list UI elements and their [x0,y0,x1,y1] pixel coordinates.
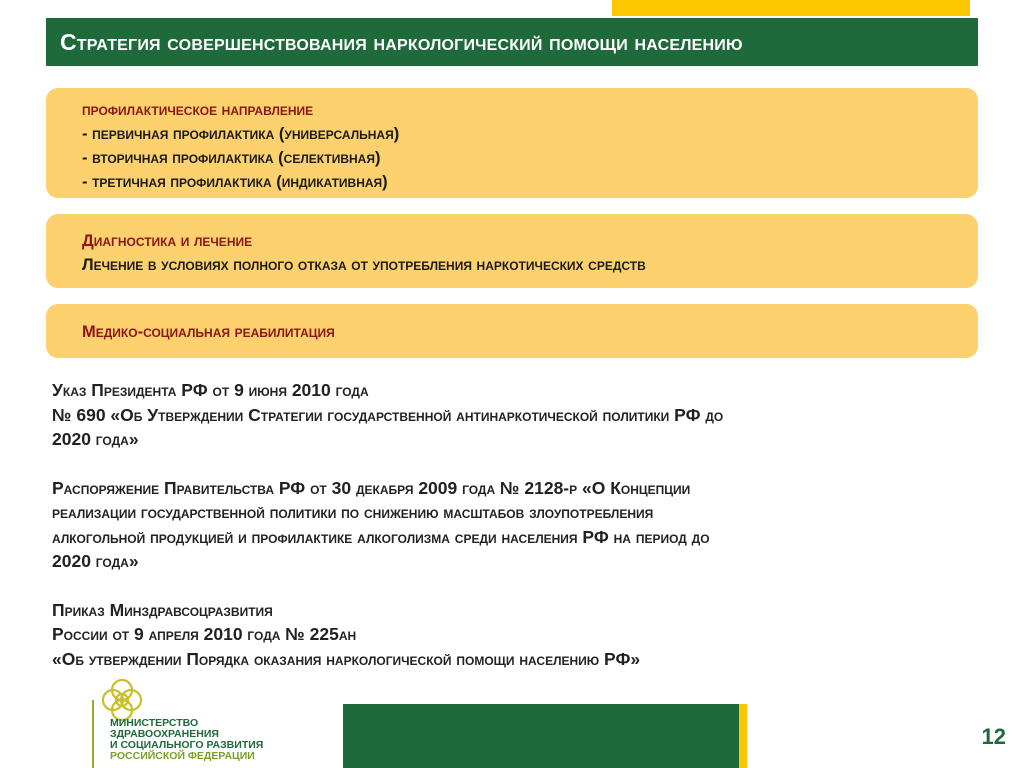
reference-line: 2020 года» [52,429,139,449]
treatment-heading: Диагностика и лечение [82,232,253,250]
rehab-card [46,304,978,358]
reference-line: России от 9 апреля 2010 года № 225ан [52,624,357,644]
reference-spacer [52,574,952,598]
logo-line: ЗДРАВООХРАНЕНИЯ [110,728,219,740]
reference-line: реализации государственной политики по снижению масштабов злоупотребления [52,502,654,522]
reference-line: № 690 «Об Утверждении Стратегии государственной антинаркотической политики РФ до [52,404,724,425]
reference-line: Приказ Минздравсоцразвития [52,599,273,620]
logo-line: РОССИЙСКОЙ ФЕДЕРАЦИИ [110,750,255,762]
top-accent-bar [612,0,970,16]
prevention-item: - вторичная профилактика (селективная) [82,149,381,167]
footer-green-block [343,704,739,768]
reference-line: Указ Президента РФ от 9 июня 2010 года [52,380,369,400]
title-bar [46,18,978,66]
prevention-item: - третичная профилактика (индикативная) [82,173,388,191]
reference-block [52,598,952,672]
rehab-heading: Медико-социальная реабилитация [82,323,335,341]
reference-line: «Об утверждении Порядка оказания наркологической помощи населению РФ» [52,648,641,669]
prevention-item: - первичная профилактика (универсальная) [82,125,400,143]
footer-yellow-strip [739,704,747,768]
reference-line: алкогольной продукцией и профилактике алкоголизма среди населения РФ на период до [52,526,710,547]
logo-line: МИНИСТЕРСТВО [110,717,199,729]
prevention-heading: профилактическое направление [82,101,314,119]
legal-references [52,378,952,671]
ministry-logo-text [110,718,263,762]
prevention-card [46,88,978,198]
reference-line: Распоряжение Правительства РФ от 30 декабря 2009 года № 2128-р «О Концепции [52,477,691,498]
page-number: 12 [981,724,1006,749]
reference-spacer [52,452,952,476]
reference-block [52,476,952,574]
treatment-card [46,214,978,288]
logo-line: И СОЦИАЛЬНОГО РАЗВИТИЯ [110,739,264,751]
reference-line: 2020 года» [52,551,139,571]
treatment-body: Лечение в условиях полного отказа от употребления наркотических средств [82,256,646,274]
slide-title: Стратегия совершенствования наркологический помощи населению [60,28,743,55]
reference-block [52,378,952,452]
